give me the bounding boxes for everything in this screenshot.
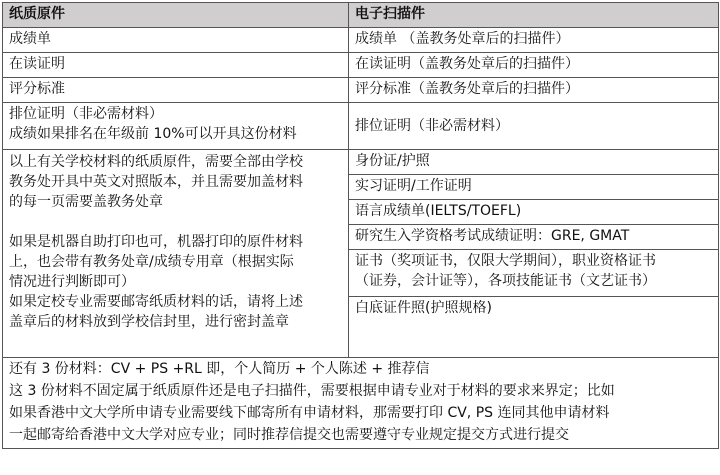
text-line: 一起邮寄给香港中文大学对应专业；同时推荐信提交也需要遵守专业规定提交方式进行提交: [9, 427, 569, 443]
table-row: [3, 53, 719, 78]
text-line: 排位证明（非必需材料）: [9, 106, 163, 122]
text-line: 证书（奖项证书，仅限大学期间），职业资格证书: [355, 253, 656, 269]
table-row: [3, 28, 719, 53]
footer-notes: [3, 358, 719, 449]
text-line: 情况进行判断即可）: [9, 274, 135, 290]
table-row-rank: [3, 103, 719, 150]
cell-electronic: [349, 103, 719, 150]
electronic-items: [349, 150, 718, 357]
text-line: 的每一页需要盖教务处章: [9, 194, 163, 210]
cell-paper: 成绩单: [3, 28, 349, 53]
text-line: 上，也会带有教务处章/成绩专用章（根据实际: [9, 254, 294, 270]
text-line: 教务处开具中英文对照版本，并且需要加盖材料: [9, 174, 303, 190]
text-line: 如果是机器自助打印也可，机器打印的原件材料: [9, 234, 303, 250]
footer-row: [3, 358, 719, 449]
cell-paper: 在读证明: [3, 53, 349, 78]
text-line: 排位证明（非必需材料）: [355, 118, 509, 134]
cell-electronic: 在读证明（盖教务处章后的扫描件）: [349, 53, 719, 78]
header-row: [3, 3, 719, 28]
cell-electronic-list: [349, 150, 719, 358]
list-item: 白底证件照(护照规格): [355, 300, 492, 316]
list-item: 实习证明/工作证明: [349, 175, 718, 200]
table-row: [3, 78, 719, 103]
list-item: 研究生入学资格考试成绩证明：GRE, GMAT: [349, 225, 718, 250]
text-line: 成绩如果排名在年级前 10%可以开具这份材料: [9, 126, 297, 142]
cell-electronic: 评分标准（盖教务处章后的扫描件）: [349, 78, 719, 103]
list-item: 身份证/护照: [349, 150, 718, 175]
cell-paper: 评分标准: [3, 78, 349, 103]
list-item: 语言成绩单(IELTS/TOEFL): [349, 200, 718, 225]
spacer: [9, 212, 342, 232]
cell-electronic: 成绩单 （盖教务处章后的扫描件）: [349, 28, 719, 53]
header-electronic: 电子扫描件: [349, 3, 719, 28]
cell-paper: [3, 103, 349, 150]
table-row-big: [3, 150, 719, 358]
text-line: 如果香港中文大学所申请专业需要线下邮寄所有申请材料，那需要打印 CV, PS 连同其他申请材料: [9, 405, 610, 421]
cell-paper-notes: [3, 150, 349, 358]
materials-table: [2, 2, 719, 449]
text-line: 这 3 份材料不固定属于纸质原件还是电子扫描件，需要根据申请专业对于材料的要求来界定；比如: [9, 383, 615, 399]
list-item: [349, 250, 718, 297]
text-line: 还有 3 份材料：CV + PS +RL 即，个人简历 + 个人陈述 + 推荐信: [9, 361, 430, 377]
header-paper: 纸质原件: [3, 3, 349, 28]
text-line: 如果定校专业需要邮寄纸质材料的话，请将上述: [9, 294, 303, 310]
text-line: 盖章后的材料放到学校信封里，进行密封盖章: [9, 314, 289, 330]
text-line: 以上有关学校材料的纸质原件，需要全部由学校: [9, 154, 303, 170]
text-line: （证券，会计证等），各项技能证书（文艺证书）: [355, 273, 656, 289]
